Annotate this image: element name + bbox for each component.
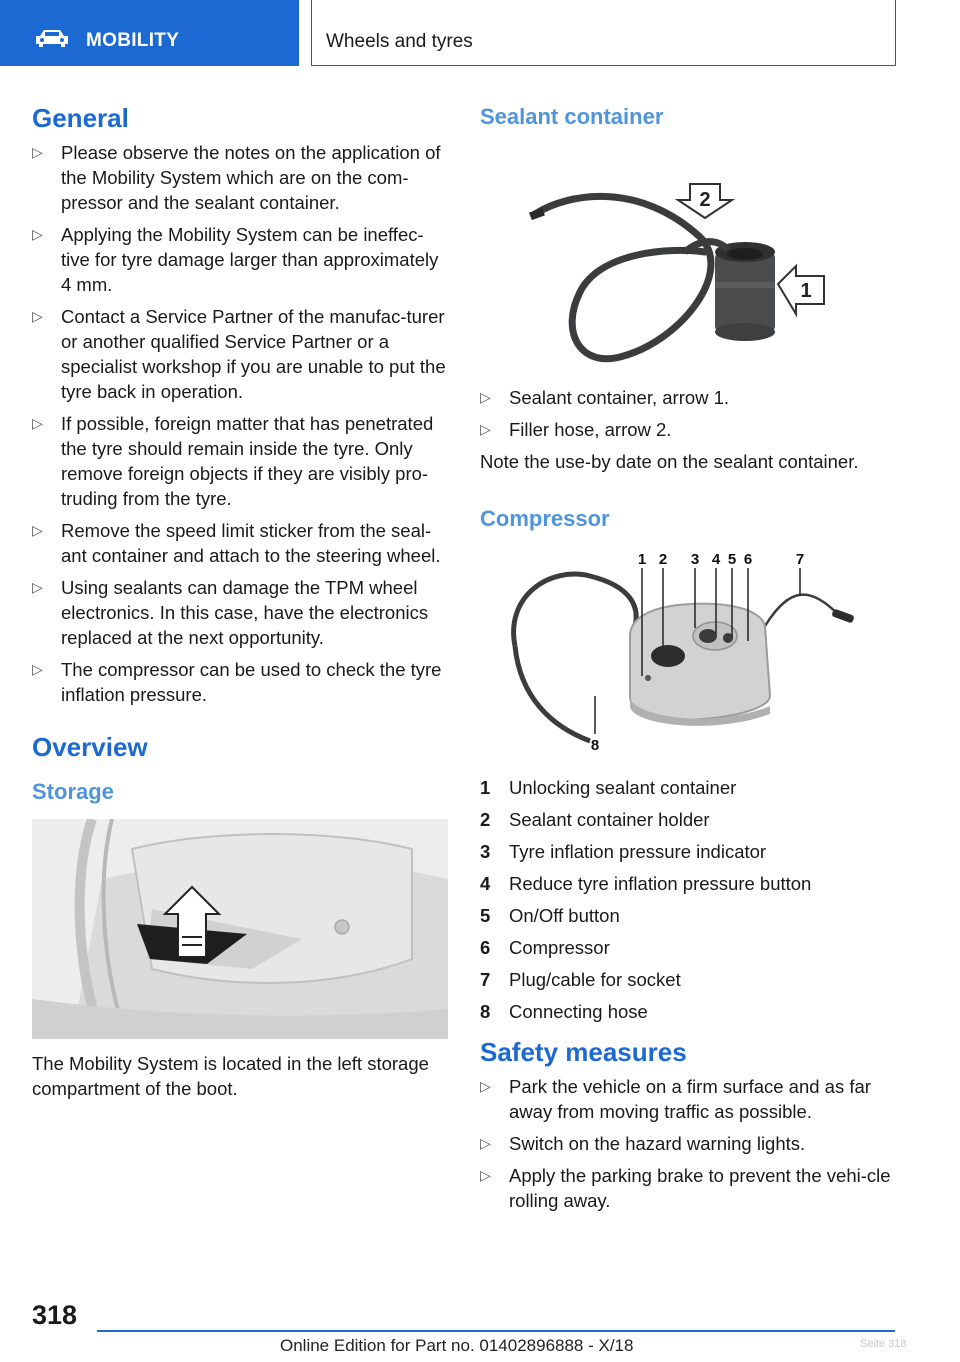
compressor-heading: Compressor [480, 506, 610, 531]
list-item: ▷ Switch on the hazard warning lights. [480, 1133, 806, 1154]
list-item: 7 Plug/cable for socket [480, 969, 681, 990]
triangle-bullet-icon: ▷ [32, 579, 43, 595]
callout-4: 4 [711, 551, 721, 568]
list-item: ▷ Park the vehicle on a firm surface and as far away from moving traffic as possible. [480, 1076, 871, 1122]
compressor-image [480, 546, 896, 761]
right-column [480, 100, 896, 1220]
callout-2: 2 [699, 189, 711, 211]
page-number: 318 [32, 1300, 78, 1330]
callout-5: 5 [727, 551, 737, 568]
overview-heading: Overview [32, 732, 148, 762]
car-icon [34, 28, 70, 53]
sealant-container-heading: Sealant container [480, 104, 664, 129]
list-item: 2 Sealant container holder [480, 809, 710, 830]
triangle-bullet-icon: ▷ [480, 1078, 491, 1094]
list-item: ▷ Using sealants can damage the TPM wheel electronics. In this case, have the electronics replaced at the next opportunity. [32, 577, 429, 648]
callout-8: 8 [590, 737, 600, 754]
watermark: Seite 318 [860, 1338, 907, 1350]
storage-heading: Storage [32, 779, 114, 804]
general-heading: General [32, 103, 129, 133]
list-item: 6 Compressor [480, 937, 610, 958]
triangle-bullet-icon: ▷ [32, 144, 43, 160]
chapter-tab [0, 0, 299, 66]
callout-2: 2 [658, 551, 668, 568]
triangle-bullet-icon: ▷ [32, 308, 43, 324]
callout-1: 1 [800, 280, 812, 302]
list-item: ▷ Contact a Service Partner of the manufac-turer or another qualified Service Partner or a specialist workshop if you are unable to put the tyre back in operation. [32, 306, 446, 402]
callout-6: 6 [743, 551, 753, 568]
footer-rule [97, 1330, 895, 1332]
storage-compartment-image [32, 819, 448, 1039]
callout-1: 1 [637, 551, 647, 568]
storage-description: The Mobility System is located in the left storage compartment of the boot. [32, 1053, 429, 1099]
chapter-title: MOBILITY [86, 30, 180, 51]
callout-7: 7 [795, 551, 805, 568]
section-title: Wheels and tyres [326, 31, 473, 52]
triangle-bullet-icon: ▷ [32, 415, 43, 431]
list-item: ▷ If possible, foreign matter that has penetrated the tyre should remain inside the tyre. Only remove foreign objects if they are visibly pro-truding from the tyre. [32, 413, 434, 509]
compressor-parts-list [480, 775, 896, 1024]
list-item: 1 Unlocking sealant container [480, 777, 737, 798]
list-item: ▷ Apply the parking brake to prevent the vehi-cle rolling away. [480, 1165, 891, 1211]
list-item: ▷ Remove the speed limit sticker from the seal-ant container and attach to the steering wheel. [32, 520, 441, 566]
triangle-bullet-icon: ▷ [480, 1135, 491, 1151]
list-item: ▷ Sealant container, arrow 1. [480, 387, 730, 408]
triangle-bullet-icon: ▷ [32, 226, 43, 242]
left-column [32, 100, 448, 1101]
sealant-container-image [480, 142, 896, 367]
list-item: ▷ Applying the Mobility System can be ineffec-tive for tyre damage larger than approximately 4 mm. [32, 224, 439, 295]
triangle-bullet-icon: ▷ [480, 1167, 491, 1183]
safety-heading: Safety measures [480, 1037, 687, 1067]
list-item: ▷ Please observe the notes on the application of the Mobility System which are on the com-pressor and the sealant container. [32, 142, 441, 213]
triangle-bullet-icon: ▷ [32, 522, 43, 538]
edition-line: Online Edition for Part no. 01402896888 - X/18 [280, 1336, 634, 1355]
callout-3: 3 [690, 551, 700, 568]
triangle-bullet-icon: ▷ [480, 389, 491, 405]
list-item: 3 Tyre inflation pressure indicator [480, 841, 767, 862]
list-item: ▷ The compressor can be used to check the tyre inflation pressure. [32, 659, 442, 705]
sealant-list [480, 385, 896, 442]
list-item: 5 On/Off button [480, 905, 620, 926]
safety-list [480, 1074, 896, 1213]
general-list [32, 140, 448, 707]
triangle-bullet-icon: ▷ [480, 421, 491, 437]
section-header [311, 0, 896, 66]
triangle-bullet-icon: ▷ [32, 661, 43, 677]
list-item: 4 Reduce tyre inflation pressure button [480, 873, 812, 894]
sealant-note: Note the use-by date on the sealant container. [480, 451, 859, 472]
list-item: 8 Connecting hose [480, 1001, 648, 1022]
list-item: ▷ Filler hose, arrow 2. [480, 419, 672, 440]
